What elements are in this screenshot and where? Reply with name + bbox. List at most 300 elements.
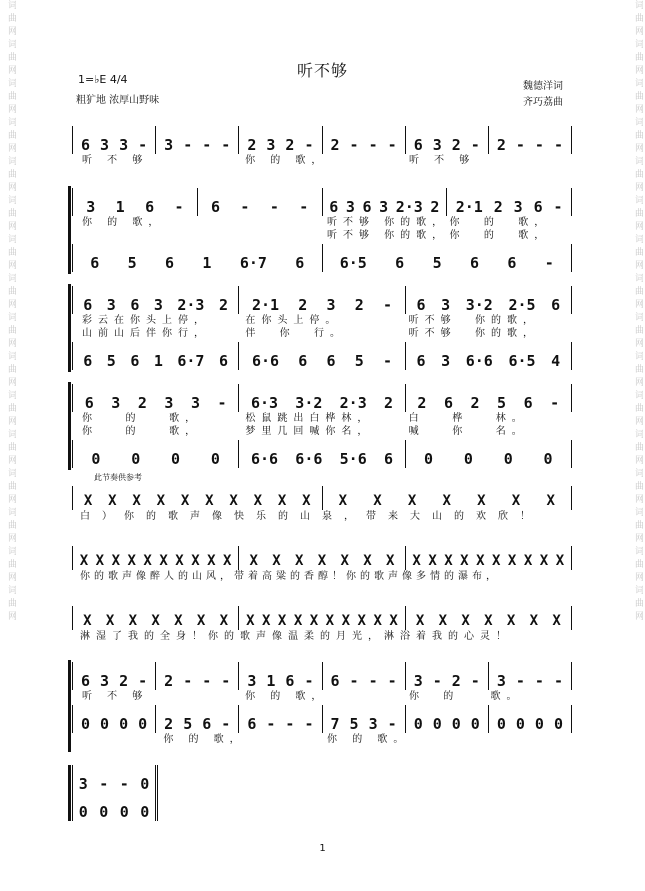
- note: 6: [295, 254, 305, 272]
- note: 5: [183, 715, 193, 733]
- note: 6: [90, 254, 100, 272]
- note: 0: [543, 450, 553, 468]
- note: 6: [362, 198, 372, 216]
- note: -: [470, 136, 480, 154]
- lyric-row: [72, 412, 572, 425]
- note: 0: [140, 775, 150, 793]
- rhythm-mark: X: [444, 553, 453, 569]
- rhythm-mark: X: [492, 553, 501, 569]
- note: 1: [202, 254, 212, 272]
- note: 6: [469, 254, 479, 272]
- lyric-segment: 在你头上停。: [245, 315, 342, 326]
- lyric-row-lower: [72, 733, 572, 746]
- note: 0: [470, 715, 480, 733]
- system-bracket: [68, 382, 71, 470]
- measure: [239, 384, 405, 412]
- measure: [72, 244, 323, 272]
- rhythm-mark: X: [373, 493, 382, 509]
- staff-row: [72, 124, 572, 154]
- note: -: [240, 198, 250, 216]
- note: 2·3: [177, 296, 205, 314]
- measure: [406, 546, 572, 570]
- note: 3: [496, 672, 506, 690]
- note: 2: [354, 296, 364, 314]
- note: 2: [164, 672, 174, 690]
- rhythm-mark: X: [196, 613, 206, 629]
- staff-row: [72, 765, 158, 793]
- note: 5: [432, 254, 442, 272]
- measure: [72, 188, 198, 216]
- lyric-segment: 你 的 歌，: [245, 691, 328, 702]
- note: -: [183, 136, 193, 154]
- note: -: [99, 775, 109, 793]
- note: -: [299, 198, 309, 216]
- score-system-3: [72, 284, 572, 370]
- note: 6: [130, 352, 140, 370]
- note: 2: [119, 672, 129, 690]
- narration-text: 白）你的歌声像快乐的山泉，带来大山的欢欣！: [80, 511, 542, 522]
- note: 2: [330, 136, 340, 154]
- note: -: [383, 352, 393, 370]
- rhythm-mark: X: [249, 553, 258, 569]
- note: 2: [496, 136, 506, 154]
- measure: [239, 126, 322, 154]
- note: 3: [100, 136, 110, 154]
- rhythm-mark: X: [293, 613, 303, 629]
- note: 6: [330, 672, 340, 690]
- note: 6·5: [508, 352, 536, 370]
- rhythm-mark: X: [506, 613, 516, 629]
- note: 0: [119, 803, 129, 821]
- note: 1: [266, 672, 276, 690]
- lyric-segment: 白 桦 林。: [408, 413, 528, 424]
- note: 3: [78, 775, 88, 793]
- note: -: [221, 136, 231, 154]
- note: -: [174, 198, 184, 216]
- note: 0: [503, 450, 513, 468]
- rhythm-mark: X: [132, 493, 141, 509]
- note: 5: [127, 254, 137, 272]
- rhythm-mark: X: [428, 553, 437, 569]
- rhythm-system-1: [72, 484, 572, 524]
- note: -: [387, 715, 397, 733]
- rhythm-mark: X: [539, 553, 549, 569]
- note: 0: [424, 450, 434, 468]
- score-system-2: [72, 186, 572, 272]
- lyric-segment: [327, 154, 409, 167]
- note: -: [269, 198, 279, 216]
- note: 0: [515, 715, 525, 733]
- note: 0: [131, 450, 141, 468]
- note: -: [202, 136, 212, 154]
- note: 2: [451, 672, 461, 690]
- note: 1: [153, 352, 163, 370]
- lyric-segment: 听不够 你的歌，: [408, 315, 540, 326]
- measure: [198, 188, 323, 216]
- rhythm-system-3: [72, 604, 572, 644]
- note: 7: [330, 715, 340, 733]
- measure: [489, 705, 572, 733]
- lyric-segment: [82, 229, 205, 242]
- rhythm-mark: X: [523, 553, 533, 569]
- measure: [239, 440, 405, 468]
- note: 6: [84, 394, 94, 412]
- note: -: [544, 254, 554, 272]
- note: 3·2: [465, 296, 493, 314]
- note: -: [534, 672, 544, 690]
- lyric-segment: [205, 216, 328, 229]
- staff-row: [72, 186, 572, 216]
- staff-row-lower: [72, 340, 572, 370]
- narration-text: 你的歌声像醉人的山风，带着高粱的香醇！你的歌声像多情的瀑布，: [80, 571, 500, 582]
- lyric-segment: 喊 你 名。: [408, 426, 528, 437]
- rhythm-system-2: [72, 544, 572, 584]
- measure: [323, 126, 406, 154]
- note: -: [221, 715, 231, 733]
- system-bracket: [68, 186, 71, 274]
- note: 6: [443, 394, 453, 412]
- note: 2·1: [251, 296, 280, 314]
- note: 0: [81, 715, 91, 733]
- note: 3: [164, 136, 174, 154]
- lyric-segment: 听不够 你的歌，: [408, 328, 540, 339]
- song-title: 听不够: [296, 61, 348, 80]
- lyric-row: [72, 690, 572, 703]
- system-bracket: [68, 284, 71, 372]
- note: 0: [463, 450, 473, 468]
- score-system-4: [72, 382, 572, 468]
- note: 6: [413, 136, 423, 154]
- note: -: [368, 136, 378, 154]
- note: 3: [379, 198, 389, 216]
- rhythm-mark: X: [415, 613, 425, 629]
- lyric-segment: 听 不 够: [82, 155, 149, 166]
- note: 3: [326, 296, 336, 314]
- lyric-segment: 你 的 歌，: [163, 734, 246, 745]
- note: 6·7: [239, 254, 267, 272]
- rhythm-mark: X: [180, 493, 190, 509]
- measure: [72, 342, 239, 370]
- measure: [489, 662, 572, 690]
- note: 6: [165, 254, 175, 272]
- rhythm-mark: X: [461, 613, 470, 629]
- lyric-segment: 听不够 你的歌，: [327, 230, 449, 241]
- rhythm-mark: X: [191, 553, 200, 569]
- measure: [239, 705, 322, 733]
- note: 5: [354, 352, 364, 370]
- score-system-1: [72, 124, 572, 167]
- rhythm-mark: X: [407, 493, 417, 509]
- note: 6: [416, 296, 426, 314]
- note: 6: [145, 198, 155, 216]
- note: 0: [432, 715, 442, 733]
- note: 6·3: [250, 394, 279, 412]
- note: 3: [513, 198, 523, 216]
- note: 3: [345, 198, 355, 216]
- rhythm-mark: X: [95, 553, 105, 569]
- rhythm-mark: X: [340, 553, 349, 569]
- note: 2: [451, 136, 461, 154]
- note: 6: [507, 254, 517, 272]
- note: -: [515, 136, 525, 154]
- staff-row-lower: [72, 793, 158, 821]
- note: 0: [534, 715, 544, 733]
- note: -: [387, 672, 397, 690]
- rhythm-mark: X: [128, 613, 138, 629]
- note: 0: [138, 715, 148, 733]
- rhythm-mark: X: [552, 613, 561, 629]
- rhythm-mark: X: [83, 613, 92, 629]
- lyric-segment: 听不够 你的歌，: [327, 217, 449, 228]
- rhythm-mark: X: [412, 553, 421, 569]
- rhythm-mark: X: [277, 493, 287, 509]
- staff-row-lower: [72, 703, 572, 733]
- rhythm-mark: X: [277, 613, 287, 629]
- rhythm-mark: X: [363, 553, 372, 569]
- lyric-segment: [164, 690, 246, 703]
- note: -: [515, 672, 525, 690]
- note: 3: [368, 715, 378, 733]
- system-bracket: [68, 765, 71, 821]
- note: 0: [413, 715, 423, 733]
- note: 3: [190, 394, 200, 412]
- note: 0: [496, 715, 506, 733]
- measure: [239, 286, 405, 314]
- note: 6: [285, 672, 295, 690]
- lyric-segment: 听 不 够: [82, 691, 149, 702]
- measure: [406, 705, 489, 733]
- note: 6: [218, 352, 228, 370]
- lyric-row: [72, 154, 572, 167]
- measure: [72, 705, 156, 733]
- lyric-segment: [82, 733, 163, 746]
- watermark-right: 词曲网词曲网词曲网词曲网词曲网词曲网词曲网词曲网词曲网词曲网词曲网词曲网词曲网词曲网词曲网词曲网: [633, 0, 643, 624]
- note: 6·6: [295, 450, 323, 468]
- watermark-left: 词曲网词曲网词曲网词曲网词曲网词曲网词曲网词曲网词曲网词曲网词曲网词曲网词曲网词曲网词曲网词曲网: [6, 0, 16, 624]
- rhythm-mark: X: [385, 553, 395, 569]
- measure: [489, 126, 572, 154]
- rhythm-mark: X: [341, 613, 351, 629]
- rhythm-mark: X: [546, 493, 555, 509]
- lyric-segment: 彩云在你头上停，: [82, 315, 210, 326]
- note: -: [304, 715, 314, 733]
- measure: [406, 606, 572, 630]
- note: 3·2: [295, 394, 323, 412]
- style-note: 粗犷地 浓厚山野味: [76, 95, 160, 106]
- staff-row: [72, 284, 572, 314]
- note: 3: [247, 672, 257, 690]
- note: 6: [383, 450, 394, 468]
- note: 6·6: [250, 450, 279, 468]
- note: 2: [417, 394, 427, 412]
- rhythm-mark: X: [357, 613, 366, 629]
- note: 0: [78, 803, 88, 821]
- note: 3: [432, 136, 442, 154]
- note: 6: [247, 715, 257, 733]
- note: 2·1: [455, 198, 483, 216]
- measure: [72, 546, 239, 570]
- measure: [239, 546, 405, 570]
- note: 3: [266, 136, 276, 154]
- note: 2: [218, 296, 228, 314]
- rhythm-mark: X: [229, 493, 238, 509]
- key-signature: 1=♭E 4/4: [78, 73, 128, 86]
- measure: [72, 286, 239, 314]
- note: 0: [171, 450, 181, 468]
- note: -: [221, 672, 231, 690]
- lyric-segment: 梦里几回喊你名，: [245, 426, 374, 437]
- note: -: [285, 715, 295, 733]
- note: 2: [164, 715, 174, 733]
- note: 6: [395, 254, 405, 272]
- note: -: [553, 672, 563, 690]
- measure: [323, 705, 406, 733]
- measure: [72, 662, 156, 690]
- rhythm-mark: X: [438, 613, 447, 629]
- note: 2: [247, 136, 257, 154]
- rhythm-mark: X: [156, 493, 166, 509]
- note: 6·7: [177, 352, 205, 370]
- rhythm-mark: X: [460, 553, 469, 569]
- lyric-segment: [164, 154, 246, 167]
- note: 2·5: [508, 296, 536, 314]
- note: 4: [551, 352, 561, 370]
- rhythm-mark: X: [477, 493, 486, 509]
- lyric-segment: 松鼠跳出白桦林，: [245, 413, 374, 424]
- note: 0: [119, 715, 129, 733]
- note: 3: [111, 394, 121, 412]
- note: 6: [83, 296, 93, 314]
- note: 2: [430, 198, 440, 216]
- rhythm-mark: X: [555, 553, 565, 569]
- measure: [72, 440, 239, 468]
- rhythm-mark: X: [507, 553, 517, 569]
- lyric-segment: 你 的: [408, 691, 460, 702]
- note: 6: [83, 352, 93, 370]
- note: 3: [153, 296, 163, 314]
- measure: [72, 606, 239, 630]
- system-bracket: [68, 660, 71, 752]
- rhythm-mark: X: [317, 553, 327, 569]
- note: -: [304, 672, 314, 690]
- note: 0: [91, 450, 101, 468]
- note: 5: [497, 394, 507, 412]
- measure: [156, 705, 239, 733]
- note: 6·6: [251, 352, 280, 370]
- measure: [239, 342, 405, 370]
- note: 6: [202, 715, 212, 733]
- note: -: [368, 672, 378, 690]
- note: 6: [210, 198, 220, 216]
- rhythm-mark: X: [223, 553, 232, 569]
- note: 3: [441, 296, 451, 314]
- note: 5·6: [339, 450, 367, 468]
- rhythm-mark: X: [476, 553, 485, 569]
- rhythm-mark: X: [143, 553, 152, 569]
- note: 2: [285, 136, 295, 154]
- measure: [72, 486, 323, 510]
- score-system-5: [72, 660, 572, 746]
- rhythm-mark: X: [175, 553, 184, 569]
- rhythm-mark: X: [272, 553, 281, 569]
- rhythm-mark: X: [338, 493, 348, 509]
- measure: [323, 188, 448, 216]
- note: 3: [119, 136, 129, 154]
- lyric-segment: [490, 154, 572, 167]
- note: -: [138, 136, 148, 154]
- note: -: [138, 672, 148, 690]
- note: 6: [416, 352, 426, 370]
- note: 6: [298, 352, 308, 370]
- note: 3: [164, 394, 174, 412]
- note: 6: [329, 198, 339, 216]
- lyric-segment: 你 的 歌，: [82, 413, 202, 424]
- measure: [406, 286, 572, 314]
- note: -: [349, 136, 359, 154]
- note: 5: [106, 352, 116, 370]
- score-system-final: [72, 765, 158, 821]
- note: 2: [493, 198, 503, 216]
- note: 6: [551, 296, 561, 314]
- narration-text: 淋湿了我的全身！你的歌声像温柔的月光，淋浴着我的心灵！: [80, 631, 512, 642]
- note: -: [534, 136, 544, 154]
- rhythm-row: [72, 604, 572, 630]
- rhythm-mark: X: [261, 613, 271, 629]
- measure: [406, 384, 572, 412]
- lyric-segment: 你 的 歌，: [82, 217, 165, 228]
- lyric-segment: 你 的 歌。: [327, 734, 410, 745]
- note: -: [304, 136, 314, 154]
- lyric-row: [72, 314, 572, 327]
- note: 3: [100, 672, 110, 690]
- measure: [72, 126, 156, 154]
- note: 6·6: [465, 352, 493, 370]
- measure: [323, 244, 573, 272]
- measure: [156, 662, 239, 690]
- rhythm-mark: X: [325, 613, 335, 629]
- note: 6·5: [339, 254, 367, 272]
- note: -: [183, 672, 193, 690]
- lyric-segment: [409, 733, 490, 746]
- rhythm-mark: X: [151, 613, 160, 629]
- rhythm-mark: X: [294, 553, 304, 569]
- note: 3: [86, 198, 96, 216]
- note: 6: [81, 136, 91, 154]
- note: 6: [326, 352, 336, 370]
- lyric-segment: 歌。: [490, 691, 523, 702]
- note: -: [470, 672, 480, 690]
- rhythm-row: [72, 484, 572, 510]
- rhythm-mark: X: [79, 553, 89, 569]
- rhythm-mark: X: [373, 613, 382, 629]
- note: 2·3: [339, 394, 367, 412]
- rhythm-mark: X: [219, 613, 229, 629]
- note: -: [550, 394, 560, 412]
- measure: [406, 126, 489, 154]
- page-number: 1: [319, 843, 326, 854]
- note: 0: [553, 715, 563, 733]
- note: -: [383, 296, 393, 314]
- note: 6: [81, 672, 91, 690]
- note: -: [349, 672, 359, 690]
- rhythm-mark: X: [83, 493, 93, 509]
- measure: [72, 384, 239, 412]
- lyric-segment: 听 不 够: [408, 155, 476, 166]
- lyric-segment: 你 的 歌，: [449, 230, 551, 241]
- note: 2: [137, 394, 147, 412]
- note: -: [387, 136, 397, 154]
- note: 0: [100, 715, 110, 733]
